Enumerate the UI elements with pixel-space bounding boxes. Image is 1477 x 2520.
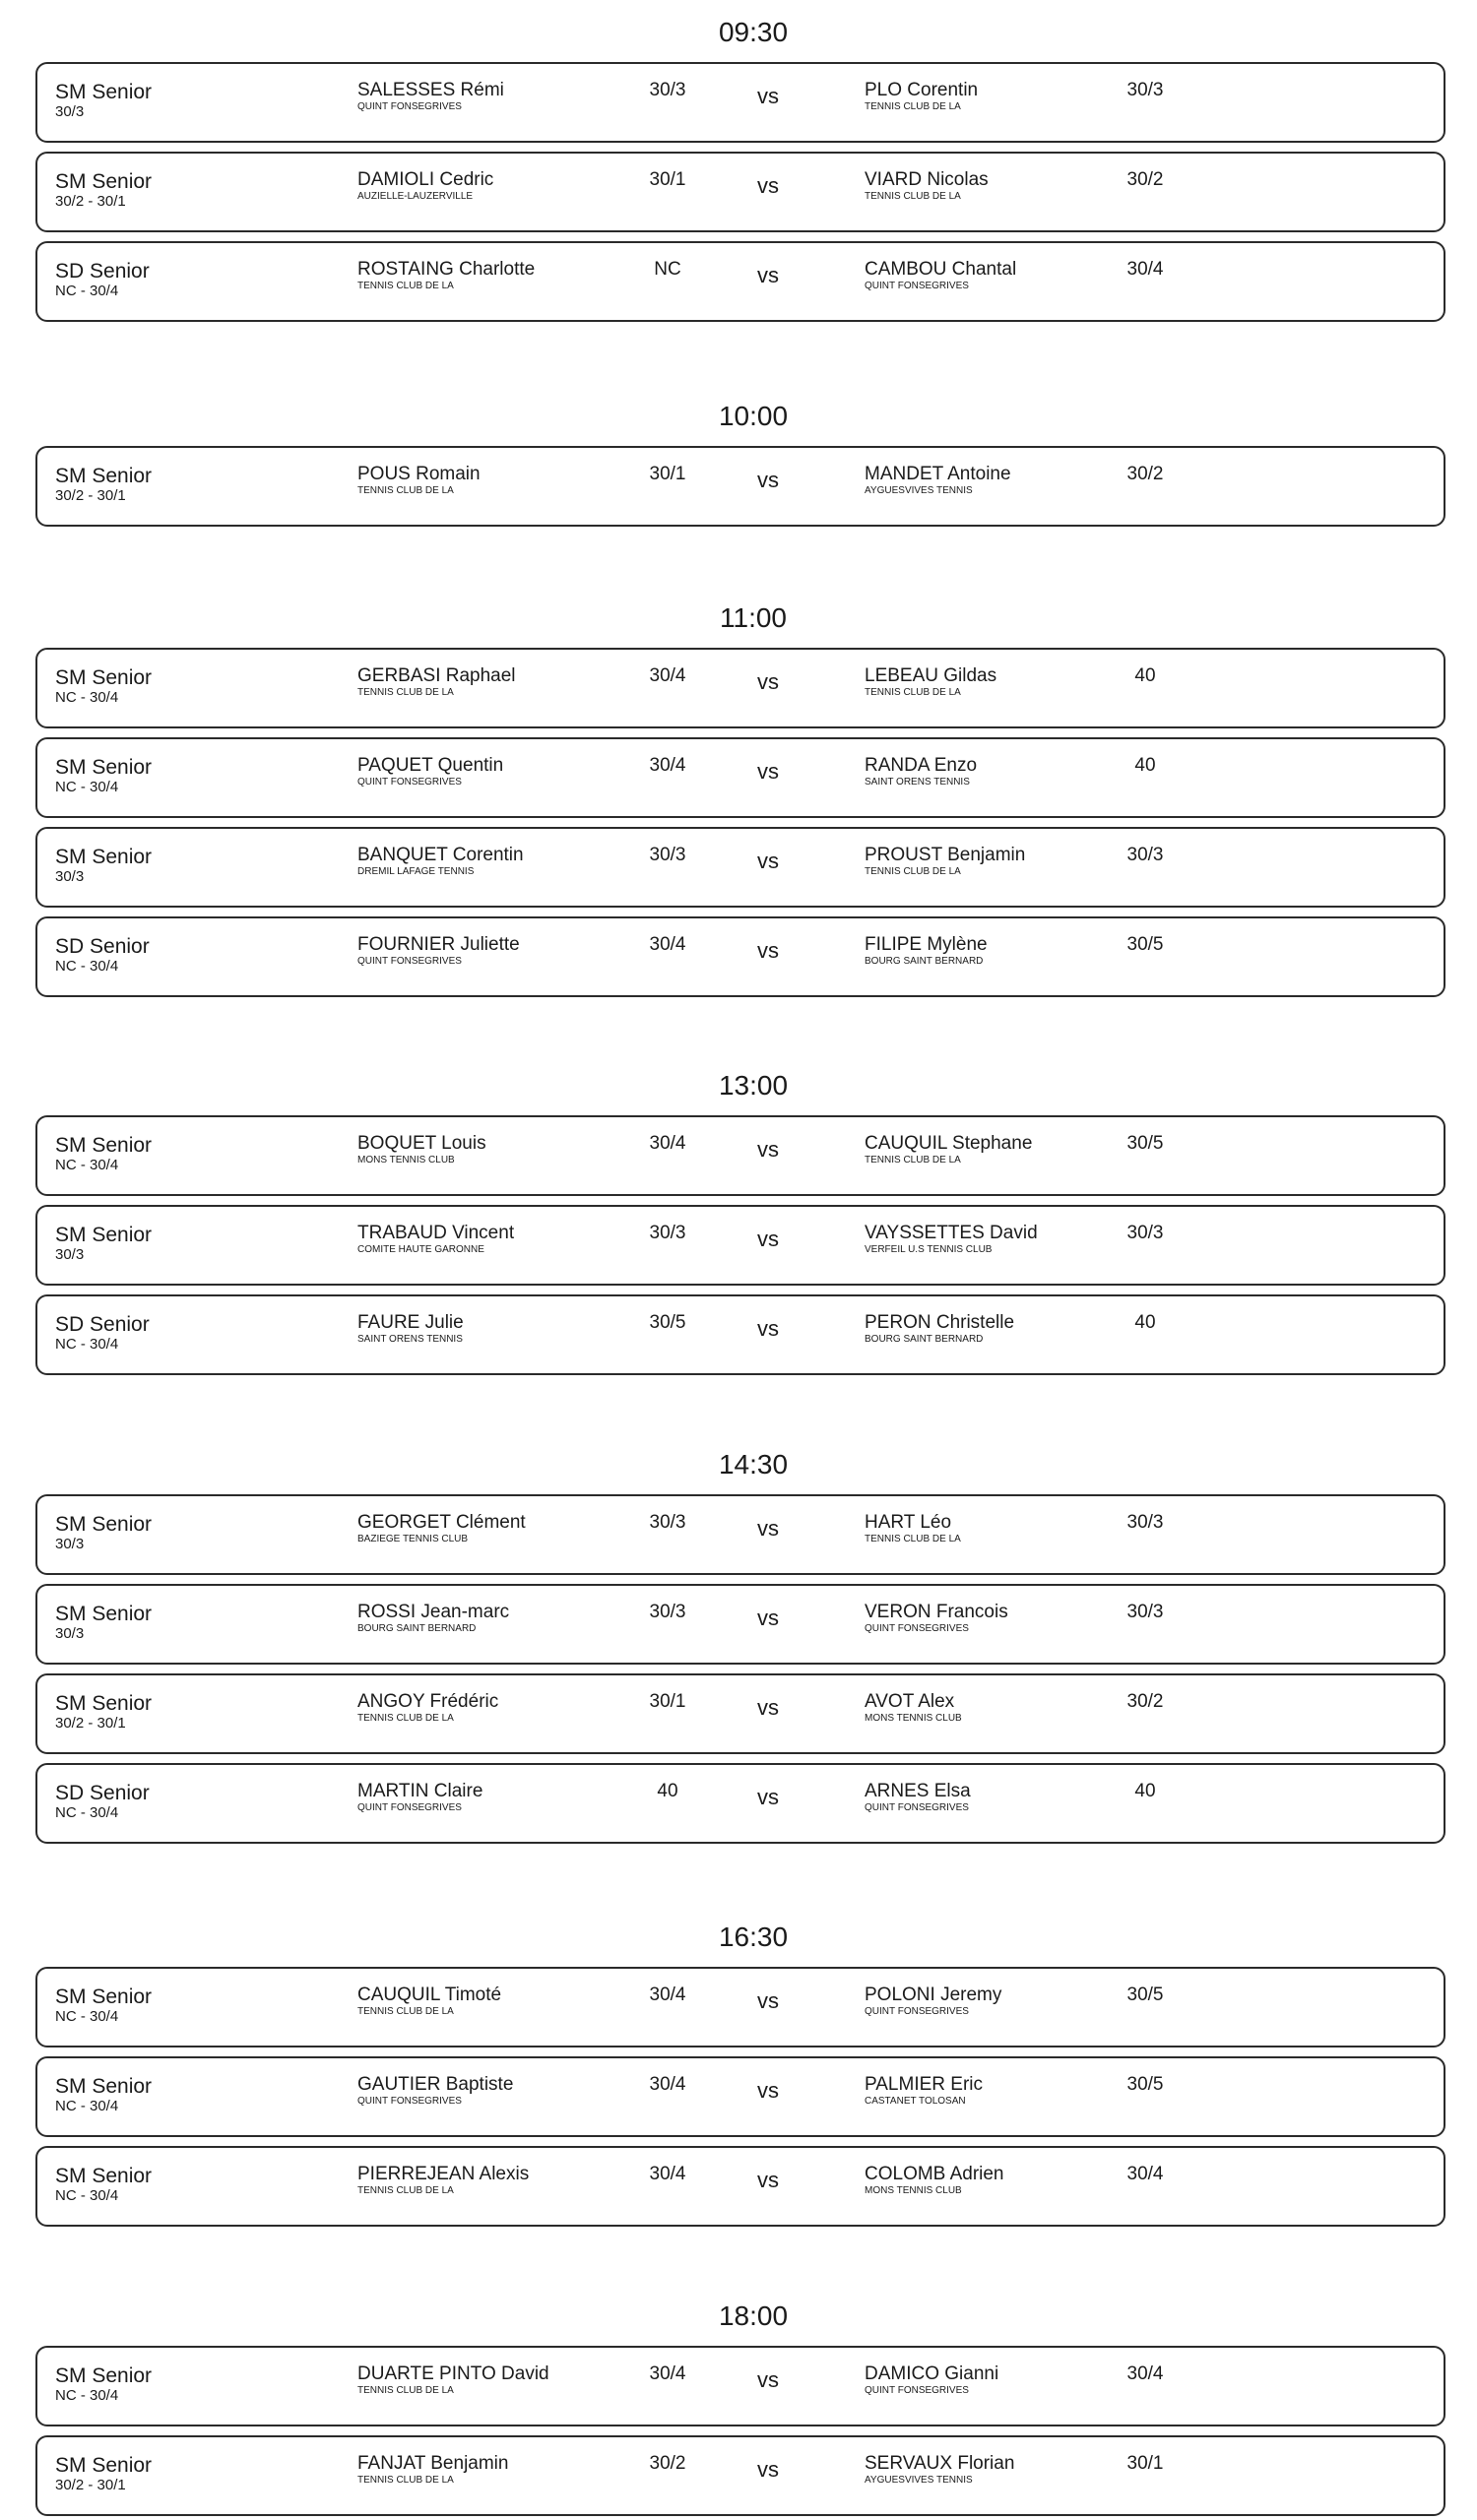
player2-rank: 30/4 xyxy=(1126,2363,1164,2384)
player1-name: PIERREJEAN Alexis xyxy=(357,2164,530,2184)
player1-name: BANQUET Corentin xyxy=(357,845,524,865)
player1-rank: 30/4 xyxy=(649,755,686,776)
player1-rank: 30/3 xyxy=(649,1223,686,1243)
player1-rank: 30/4 xyxy=(649,1133,686,1154)
player1-name: ANGOY Frédéric xyxy=(357,1691,499,1712)
match-category: SM Senior xyxy=(55,1692,153,1715)
player1-rank: 30/4 xyxy=(649,1984,686,2005)
vs-label: vs xyxy=(757,2168,779,2192)
vs-label: vs xyxy=(757,2367,779,2392)
player1-rank: 30/4 xyxy=(649,665,686,686)
player2-club: MONS TENNIS CLUB xyxy=(865,2185,962,2196)
match-card xyxy=(35,2346,1445,2426)
player2-rank: 30/3 xyxy=(1126,1602,1164,1622)
match-card xyxy=(35,1494,1445,1575)
player1-name: ROSSI Jean-marc xyxy=(357,1602,510,1622)
player2-rank: 40 xyxy=(1134,1781,1156,1801)
match-category: SM Senior xyxy=(55,465,153,487)
player1-rank: 30/2 xyxy=(649,2453,686,2474)
player2-club: TENNIS CLUB DE LA xyxy=(865,101,961,112)
player2-rank: 30/5 xyxy=(1126,2074,1164,2095)
vs-label: vs xyxy=(757,938,779,963)
player2-name: CAUQUIL Stephane xyxy=(865,1133,1033,1154)
player2-rank: 30/5 xyxy=(1126,934,1164,955)
match-rank-range: 30/2 - 30/1 xyxy=(55,193,126,210)
vs-label: vs xyxy=(757,1516,779,1541)
player1-club: BAZIEGE TENNIS CLUB xyxy=(357,1534,469,1544)
player2-rank: 30/5 xyxy=(1126,1984,1164,2005)
player2-rank: 40 xyxy=(1134,755,1156,776)
player1-club: QUINT FONSEGRIVES xyxy=(357,777,462,788)
match-card xyxy=(35,737,1445,818)
match-rank-range: NC - 30/4 xyxy=(55,1336,119,1353)
player1-rank: 30/1 xyxy=(649,1691,686,1712)
player2-name: COLOMB Adrien xyxy=(865,2164,1004,2184)
match-rank-range: 30/2 - 30/1 xyxy=(55,1715,126,1732)
match-rank-range: NC - 30/4 xyxy=(55,1804,119,1821)
player1-name: DAMIOLI Cedric xyxy=(357,169,494,190)
player1-club: SAINT ORENS TENNIS xyxy=(357,1334,463,1345)
vs-label: vs xyxy=(757,1695,779,1720)
match-category: SD Senior xyxy=(55,1313,150,1336)
match-rank-range: NC - 30/4 xyxy=(55,779,119,795)
match-category: SM Senior xyxy=(55,666,153,689)
match-rank-range: NC - 30/4 xyxy=(55,2387,119,2404)
match-card xyxy=(35,1967,1445,2048)
player2-name: AVOT Alex xyxy=(865,1691,955,1712)
player2-name: SERVAUX Florian xyxy=(865,2453,1015,2474)
vs-label: vs xyxy=(757,669,779,694)
match-category: SM Senior xyxy=(55,2075,153,2098)
match-rank-range: 30/3 xyxy=(55,868,85,885)
player2-name: ARNES Elsa xyxy=(865,1781,971,1801)
match-rank-range: 30/3 xyxy=(55,1625,85,1642)
slot-time-heading: 10:00 xyxy=(718,401,789,431)
player2-club: SAINT ORENS TENNIS xyxy=(865,777,970,788)
match-category: SM Senior xyxy=(55,170,153,193)
player1-club: BOURG SAINT BERNARD xyxy=(357,1623,477,1634)
player2-name: POLONI Jeremy xyxy=(865,1984,1002,2005)
player1-name: GAUTIER Baptiste xyxy=(357,2074,514,2095)
slot-time-heading: 16:30 xyxy=(718,1922,789,1952)
player2-club: VERFEIL U.S TENNIS CLUB xyxy=(865,1244,993,1255)
match-category: SM Senior xyxy=(55,756,153,779)
player2-rank: 30/2 xyxy=(1126,464,1164,484)
match-category: SD Senior xyxy=(55,260,150,283)
player2-club: TENNIS CLUB DE LA xyxy=(865,1155,961,1166)
player2-rank: 30/3 xyxy=(1126,1223,1164,1243)
player2-rank: 30/3 xyxy=(1126,80,1164,100)
player2-rank: 40 xyxy=(1134,665,1156,686)
player2-rank: 30/3 xyxy=(1126,845,1164,865)
match-rank-range: NC - 30/4 xyxy=(55,2187,119,2204)
match-card xyxy=(35,2146,1445,2227)
player2-club: TENNIS CLUB DE LA xyxy=(865,191,961,202)
vs-label: vs xyxy=(757,2457,779,2482)
player2-club: BOURG SAINT BERNARD xyxy=(865,1334,984,1345)
player1-name: POUS Romain xyxy=(357,464,481,484)
match-card xyxy=(35,916,1445,997)
match-category: SM Senior xyxy=(55,1603,153,1625)
player1-club: TENNIS CLUB DE LA xyxy=(357,2006,454,2017)
match-card xyxy=(35,1205,1445,1286)
player1-name: FOURNIER Juliette xyxy=(357,934,520,955)
player2-name: DAMICO Gianni xyxy=(865,2363,999,2384)
player1-club: TENNIS CLUB DE LA xyxy=(357,2385,454,2396)
player2-club: BOURG SAINT BERNARD xyxy=(865,956,984,967)
match-card xyxy=(35,1115,1445,1196)
player1-club: TENNIS CLUB DE LA xyxy=(357,1713,454,1724)
player2-club: TENNIS CLUB DE LA xyxy=(865,687,961,698)
player1-rank: 40 xyxy=(657,1781,678,1801)
match-card xyxy=(35,62,1445,143)
player2-club: QUINT FONSEGRIVES xyxy=(865,2385,969,2396)
player1-name: BOQUET Louis xyxy=(357,1133,486,1154)
match-rank-range: NC - 30/4 xyxy=(55,958,119,975)
player2-rank: 30/1 xyxy=(1126,2453,1164,2474)
match-card xyxy=(35,1584,1445,1665)
player1-name: ROSTAING Charlotte xyxy=(357,259,536,280)
player1-rank: 30/4 xyxy=(649,2164,686,2184)
slot-time-heading: 09:30 xyxy=(718,17,789,47)
match-rank-range: NC - 30/4 xyxy=(55,689,119,706)
vs-label: vs xyxy=(757,468,779,492)
player2-name: FILIPE Mylène xyxy=(865,934,988,955)
player2-name: PERON Christelle xyxy=(865,1312,1015,1333)
player1-club: TENNIS CLUB DE LA xyxy=(357,687,454,698)
vs-label: vs xyxy=(757,1988,779,2013)
match-rank-range: NC - 30/4 xyxy=(55,2008,119,2025)
match-category: SM Senior xyxy=(55,846,153,868)
player1-name: CAUQUIL Timoté xyxy=(357,1984,502,2005)
match-category: SM Senior xyxy=(55,81,153,103)
match-card xyxy=(35,2435,1445,2516)
match-card xyxy=(35,1673,1445,1754)
player1-rank: 30/3 xyxy=(649,1512,686,1533)
player2-rank: 30/2 xyxy=(1126,1691,1164,1712)
match-rank-range: 30/2 - 30/1 xyxy=(55,487,126,504)
match-category: SM Senior xyxy=(55,2454,153,2477)
match-category: SM Senior xyxy=(55,1134,153,1157)
match-category: SD Senior xyxy=(55,1782,150,1804)
player1-club: TENNIS CLUB DE LA xyxy=(357,485,454,496)
player1-rank: 30/3 xyxy=(649,80,686,100)
match-card xyxy=(35,827,1445,908)
player1-name: FANJAT Benjamin xyxy=(357,2453,509,2474)
match-rank-range: 30/3 xyxy=(55,103,85,120)
player1-rank: NC xyxy=(654,259,681,280)
player1-name: TRABAUD Vincent xyxy=(357,1223,515,1243)
player1-rank: 30/4 xyxy=(649,934,686,955)
player2-name: LEBEAU Gildas xyxy=(865,665,997,686)
player2-name: HART Léo xyxy=(865,1512,952,1533)
match-card xyxy=(35,1294,1445,1375)
player2-rank: 30/5 xyxy=(1126,1133,1164,1154)
player1-rank: 30/5 xyxy=(649,1312,686,1333)
player2-club: TENNIS CLUB DE LA xyxy=(865,866,961,877)
match-category: SM Senior xyxy=(55,1224,153,1246)
vs-label: vs xyxy=(757,1785,779,1809)
vs-label: vs xyxy=(757,1137,779,1162)
player1-club: AUZIELLE-LAUZERVILLE xyxy=(357,191,474,202)
player1-name: PAQUET Quentin xyxy=(357,755,504,776)
match-category: SM Senior xyxy=(55,2165,153,2187)
player2-rank: 30/2 xyxy=(1126,169,1164,190)
player2-name: VIARD Nicolas xyxy=(865,169,989,190)
match-rank-range: 30/3 xyxy=(55,1536,85,1552)
player2-name: MANDET Antoine xyxy=(865,464,1011,484)
player1-name: SALESSES Rémi xyxy=(357,80,504,100)
player1-rank: 30/1 xyxy=(649,464,686,484)
match-card xyxy=(35,648,1445,728)
match-category: SD Senior xyxy=(55,935,150,958)
player1-club: QUINT FONSEGRIVES xyxy=(357,2096,462,2107)
match-card xyxy=(35,152,1445,232)
player1-rank: 30/3 xyxy=(649,1602,686,1622)
match-card xyxy=(35,446,1445,527)
match-card xyxy=(35,2056,1445,2137)
match-card xyxy=(35,241,1445,322)
player2-club: QUINT FONSEGRIVES xyxy=(865,281,969,291)
player1-name: FAURE Julie xyxy=(357,1312,464,1333)
player2-club: MONS TENNIS CLUB xyxy=(865,1713,962,1724)
match-rank-range: NC - 30/4 xyxy=(55,1157,119,1173)
slot-time-heading: 13:00 xyxy=(718,1070,789,1101)
player2-name: PALMIER Eric xyxy=(865,2074,984,2095)
vs-label: vs xyxy=(757,173,779,198)
player2-club: TENNIS CLUB DE LA xyxy=(865,1534,961,1544)
match-category: SM Senior xyxy=(55,1513,153,1536)
player2-rank: 30/4 xyxy=(1126,2164,1164,2184)
player1-rank: 30/3 xyxy=(649,845,686,865)
vs-label: vs xyxy=(757,84,779,108)
player1-club: QUINT FONSEGRIVES xyxy=(357,956,462,967)
vs-label: vs xyxy=(757,849,779,873)
match-category: SM Senior xyxy=(55,1985,153,2008)
player2-rank: 30/3 xyxy=(1126,1512,1164,1533)
player2-name: CAMBOU Chantal xyxy=(865,259,1017,280)
slot-time-heading: 18:00 xyxy=(718,2300,789,2331)
match-category: SM Senior xyxy=(55,2364,153,2387)
player2-club: CASTANET TOLOSAN xyxy=(865,2096,966,2107)
slot-time-heading: 14:30 xyxy=(718,1449,789,1480)
vs-label: vs xyxy=(757,263,779,287)
player1-club: MONS TENNIS CLUB xyxy=(357,1155,455,1166)
player2-rank: 40 xyxy=(1134,1312,1156,1333)
player2-club: QUINT FONSEGRIVES xyxy=(865,1802,969,1813)
vs-label: vs xyxy=(757,1606,779,1630)
player1-club: DREMIL LAFAGE TENNIS xyxy=(357,866,475,877)
player2-name: RANDA Enzo xyxy=(865,755,978,776)
player1-club: COMITE HAUTE GARONNE xyxy=(357,1244,484,1255)
vs-label: vs xyxy=(757,1316,779,1341)
player1-name: GEORGET Clément xyxy=(357,1512,526,1533)
match-rank-range: NC - 30/4 xyxy=(55,2098,119,2114)
player2-rank: 30/4 xyxy=(1126,259,1164,280)
player1-name: MARTIN Claire xyxy=(357,1781,483,1801)
player1-club: TENNIS CLUB DE LA xyxy=(357,281,454,291)
player1-club: QUINT FONSEGRIVES xyxy=(357,101,462,112)
player1-name: GERBASI Raphael xyxy=(357,665,516,686)
player1-club: TENNIS CLUB DE LA xyxy=(357,2475,454,2486)
player2-club: QUINT FONSEGRIVES xyxy=(865,1623,969,1634)
player2-club: QUINT FONSEGRIVES xyxy=(865,2006,969,2017)
vs-label: vs xyxy=(757,1227,779,1251)
player1-rank: 30/1 xyxy=(649,169,686,190)
player1-name: DUARTE PINTO David xyxy=(357,2363,549,2384)
player2-name: VERON Francois xyxy=(865,1602,1008,1622)
match-rank-range: NC - 30/4 xyxy=(55,283,119,299)
player2-club: AYGUESVIVES TENNIS xyxy=(865,2475,973,2486)
player2-club: AYGUESVIVES TENNIS xyxy=(865,485,973,496)
player2-name: PLO Corentin xyxy=(865,80,979,100)
match-card xyxy=(35,1763,1445,1844)
slot-time-heading: 11:00 xyxy=(720,602,787,633)
match-rank-range: 30/3 xyxy=(55,1246,85,1263)
vs-label: vs xyxy=(757,2078,779,2103)
player2-name: PROUST Benjamin xyxy=(865,845,1026,865)
match-rank-range: 30/2 - 30/1 xyxy=(55,2477,126,2493)
player1-club: TENNIS CLUB DE LA xyxy=(357,2185,454,2196)
player1-rank: 30/4 xyxy=(649,2363,686,2384)
player1-club: QUINT FONSEGRIVES xyxy=(357,1802,462,1813)
player1-rank: 30/4 xyxy=(649,2074,686,2095)
vs-label: vs xyxy=(757,759,779,784)
player2-name: VAYSSETTES David xyxy=(865,1223,1038,1243)
